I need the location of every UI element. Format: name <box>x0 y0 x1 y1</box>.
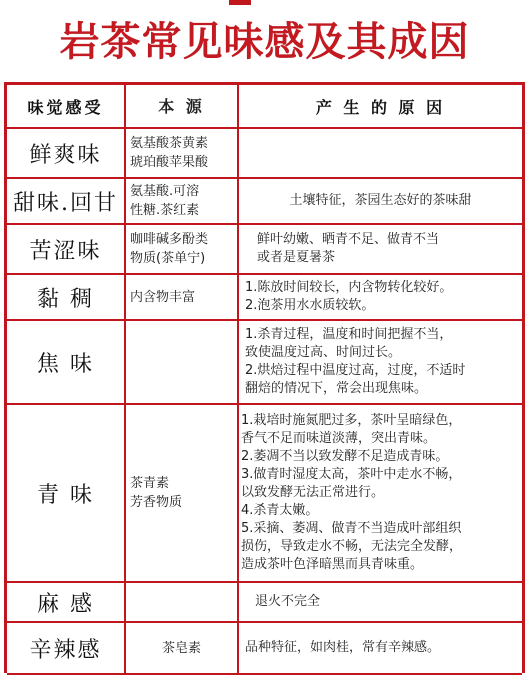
taste-cell: 苦涩味 <box>7 224 125 274</box>
header-source: 本 源 <box>125 85 238 128</box>
cause-cell <box>238 320 522 404</box>
cause-line: 翻焙的情况下，常会出现焦味。 <box>245 381 428 396</box>
cause-line: 2.烘焙过程中温度过高，过度，不适时 <box>245 363 466 378</box>
table-row <box>7 582 522 622</box>
cause-line: 土壤特征，茶园生态好的茶味甜 <box>289 193 472 208</box>
table-row <box>7 622 522 674</box>
cause-cell <box>238 274 522 320</box>
source-cell <box>125 274 238 320</box>
cause-line: 3.做青时湿度太高，茶叶中走水不畅， <box>241 467 462 482</box>
cause-line: 造成茶叶色泽暗黑而具青味重。 <box>241 557 424 572</box>
cause-cell <box>238 178 522 224</box>
top-decoration <box>229 0 251 5</box>
source-cell <box>125 128 238 178</box>
source-line: 氨基酸茶黄素 <box>130 136 209 151</box>
cause-line: 1.杀青过程，温度和时间把握不当， <box>245 327 453 342</box>
table-body <box>7 128 522 674</box>
cause-line: 1.陈放时间较长，内含物转化较好。 <box>245 280 453 295</box>
cause-line: 品种特征，如肉桂，常有辛辣感。 <box>245 640 441 655</box>
taste-cell: 麻 感 <box>7 582 125 622</box>
table-header-row <box>7 85 522 128</box>
source-line: 茶青素 <box>130 476 170 491</box>
cause-cell <box>238 582 522 622</box>
taste-cell: 青 味 <box>7 404 125 582</box>
taste-cell: 甜味.回甘 <box>7 178 125 224</box>
source-cell <box>125 622 238 674</box>
cause-cell <box>238 622 522 674</box>
source-line: 物质(茶单宁) <box>130 251 206 266</box>
source-cell <box>125 224 238 274</box>
source-line: 茶皂素 <box>161 640 201 656</box>
cause-line: 致使温度过高、时间过长。 <box>245 345 402 360</box>
source-cell <box>125 178 238 224</box>
page-title: 岩茶常见味感及其成因 <box>59 19 470 65</box>
header-taste: 味觉感受 <box>7 85 125 128</box>
taste-cell: 焦 味 <box>7 320 125 404</box>
cause-line: 2.萎凋不当以致发酵不足造成青味。 <box>241 449 449 464</box>
source-line: 咖啡碱多酚类 <box>130 232 209 247</box>
table-row <box>7 274 522 320</box>
cause-line: 1.栽培时施氮肥过多，茶叶呈暗绿色， <box>241 413 462 428</box>
cause-line: 或者是夏暑茶 <box>257 250 336 265</box>
taste-cell: 辛辣感 <box>7 622 125 674</box>
cause-line: 2.泡茶用水水质较软。 <box>245 298 375 313</box>
source-line: 性糖.茶红素 <box>130 203 200 218</box>
cause-cell <box>238 224 522 274</box>
source-cell <box>125 320 238 404</box>
table-row <box>7 178 522 224</box>
cause-line: 4.杀青太嫩。 <box>241 503 319 518</box>
source-line: 琥珀酸苹果酸 <box>130 155 209 170</box>
cause-line: 以致发酵无法正常进行。 <box>241 485 385 500</box>
table-row <box>7 224 522 274</box>
taste-cell: 鲜爽味 <box>7 128 125 178</box>
source-cell <box>125 404 238 582</box>
table-row <box>7 404 522 582</box>
source-line: 内含物丰富 <box>130 289 196 305</box>
header-cause: 产 生 的 原 因 <box>238 85 522 128</box>
taste-cell: 黏 稠 <box>7 274 125 320</box>
cause-line: 损伤，导致走水不畅，无法完全发酵， <box>241 539 463 554</box>
cause-line: 5.采摘、萎凋、做青不当造成叶部组织 <box>241 521 462 536</box>
table-row <box>7 320 522 404</box>
source-line: 氨基酸.可溶 <box>130 184 200 199</box>
cause-line: 鲜叶幼嫩、晒青不足、做青不当 <box>257 232 440 247</box>
cause-cell <box>238 128 522 178</box>
cause-line: 退火不完全 <box>255 594 321 609</box>
table-row <box>7 128 522 178</box>
cause-cell <box>238 404 522 582</box>
taste-table <box>4 82 525 673</box>
cause-line: 香气不足而味道淡薄，突出青味。 <box>241 431 437 446</box>
source-cell <box>125 582 238 622</box>
source-line: 芳香物质 <box>130 495 183 510</box>
